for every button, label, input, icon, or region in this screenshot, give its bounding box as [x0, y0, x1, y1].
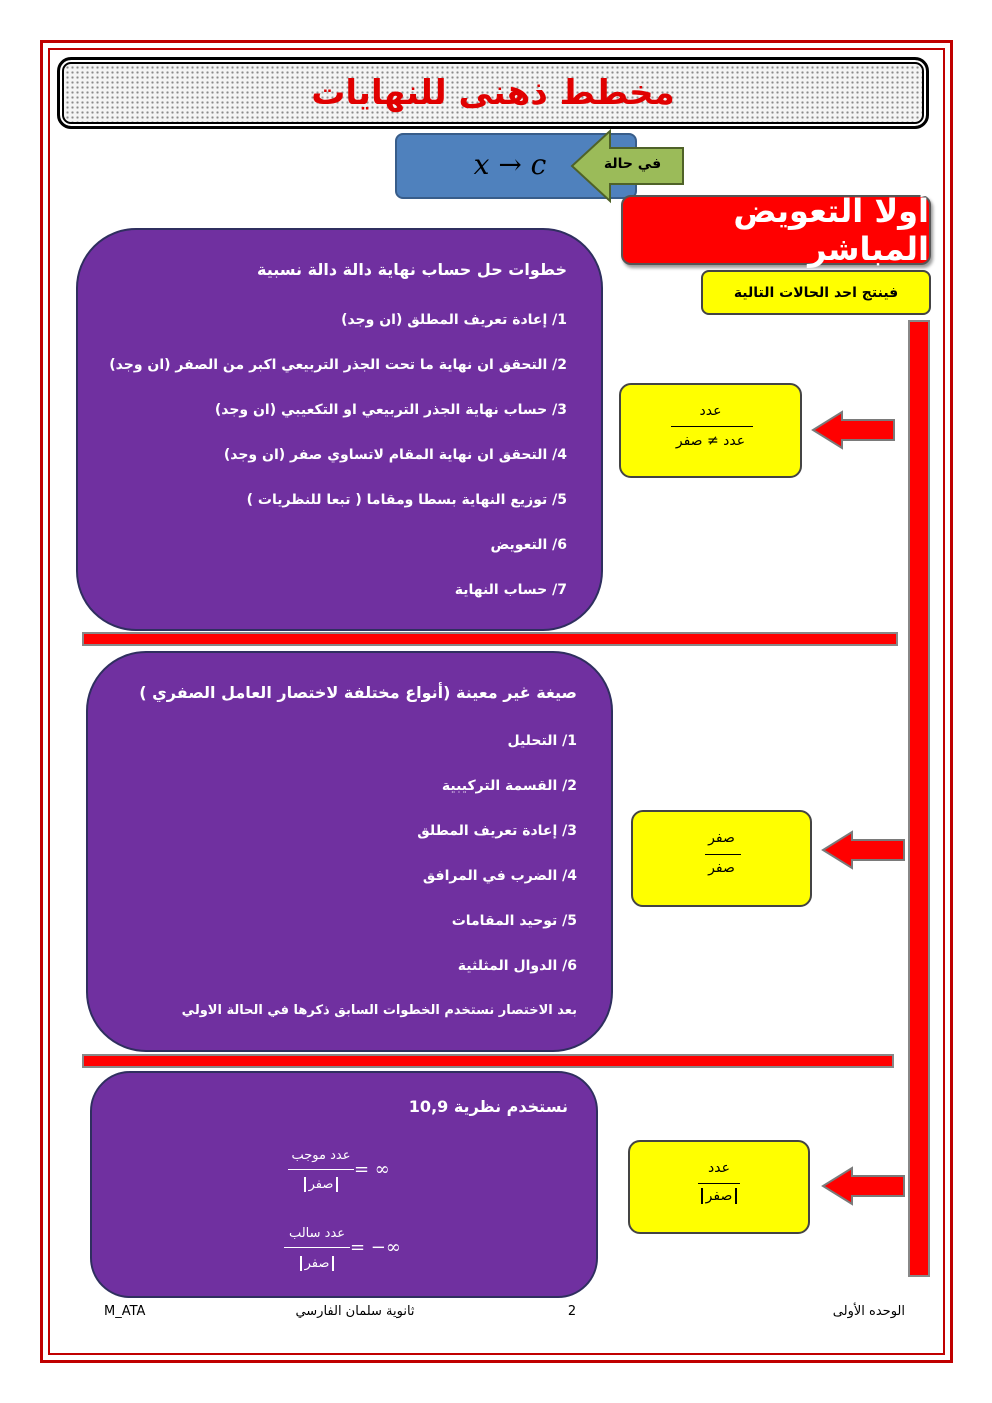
case3-fraction-box [628, 1140, 810, 1234]
page-title: مخطط ذهنى للنهايات [311, 73, 675, 113]
rule1-numerator: عدد موجب [291, 1148, 351, 1163]
list-item: 1/ إعادة تعريف المطلق (ان وجد) [341, 312, 567, 328]
separator-bar-1 [82, 632, 898, 646]
fraction-line [705, 854, 741, 855]
case3-arrow-icon [820, 1166, 906, 1206]
case3-panel [90, 1071, 598, 1298]
rule2-result: = −∞ [350, 1237, 401, 1258]
list-item: 1/ التحليل [507, 733, 577, 749]
list-item: 2/ القسمة التركيبية [441, 778, 577, 794]
fraction-line [671, 426, 753, 427]
fraction-line [698, 1183, 740, 1184]
separator-bar-2 [82, 1054, 894, 1068]
list-item: 5/ توزيع النهاية بسطا ومقاما ( تبعا للنظريات ) [246, 492, 567, 508]
case2-arrow-icon [820, 830, 906, 870]
rule2-numerator: عدد سالب [288, 1226, 346, 1241]
rule2-fraction-line [284, 1247, 350, 1248]
list-item: 2/ التحقق ان نهاية ما تحت الجذر التربيعي اكبر من الصفر (ان وجد) [109, 357, 567, 373]
case2-title: صيغة غير معينة (أنواع مختلفة لاختصار العامل الصفري ) [139, 683, 577, 702]
rule1-denominator-wrap [286, 1177, 356, 1192]
case3-numerator: عدد [708, 1160, 730, 1176]
case3-denominator: صفر [701, 1188, 738, 1204]
vertical-connector-bar [908, 320, 930, 1277]
case2-steps-panel [86, 651, 613, 1052]
case1-fraction-box [619, 383, 802, 478]
rule1-fraction-line [288, 1169, 354, 1170]
list-item: 3/ إعادة تعريف المطلق [417, 823, 577, 839]
result-note: فينتج احد الحالات التالية [701, 270, 931, 315]
case2-numerator: صفر [708, 830, 735, 846]
footer-page-number: 2 [567, 1304, 577, 1319]
rule1-result: = ∞ [354, 1159, 390, 1180]
list-item: 5/ توحيد المقامات [451, 913, 577, 929]
footer-unit: الوحده الأولى [832, 1304, 905, 1319]
list-item: 3/ حساب نهاية الجذر التربيعي او التكعيبي (ان وجد) [214, 402, 567, 418]
footer-school: ثانوية سلمان الفارسي [295, 1304, 415, 1319]
rule2-denominator: صفر [300, 1256, 335, 1271]
case1-denominator: عدد ≠ صفر [675, 433, 746, 449]
case2-denominator: صفر [708, 860, 735, 876]
case-expression: x → c [473, 148, 547, 181]
case2-fraction-box [631, 810, 812, 907]
list-item: 4/ الضرب في المرافق [422, 868, 577, 884]
list-item: 6/ الدوال المثلثية [457, 958, 577, 974]
case1-numerator: عدد [699, 403, 722, 419]
section-header: أولا التعويض المباشر [621, 195, 931, 265]
case1-title: خطوات حل حساب نهاية دالة دالة نسبية [257, 260, 567, 279]
case2-note: بعد الاختصار نستخدم الخطوات السابق ذكرها في الحالة الاولي [181, 1003, 577, 1018]
list-item: 4/ التحقق ان نهاية المقام لاتساوي صفر (ان وجد) [223, 447, 567, 463]
case3-denominator-wrap [630, 1188, 808, 1204]
case1-arrow-icon [810, 410, 896, 450]
case3-title: نستخدم نظرية 10,9 [408, 1097, 568, 1116]
list-item: 7/ حساب النهاية [454, 582, 567, 598]
rule1-denominator: صفر [304, 1177, 339, 1192]
case1-steps-panel [76, 228, 603, 631]
rule2-denominator-wrap [282, 1256, 352, 1271]
footer-author: M_ATA [104, 1304, 146, 1319]
list-item: 6/ التعويض [490, 537, 567, 553]
case-label: في حالة [603, 156, 662, 172]
